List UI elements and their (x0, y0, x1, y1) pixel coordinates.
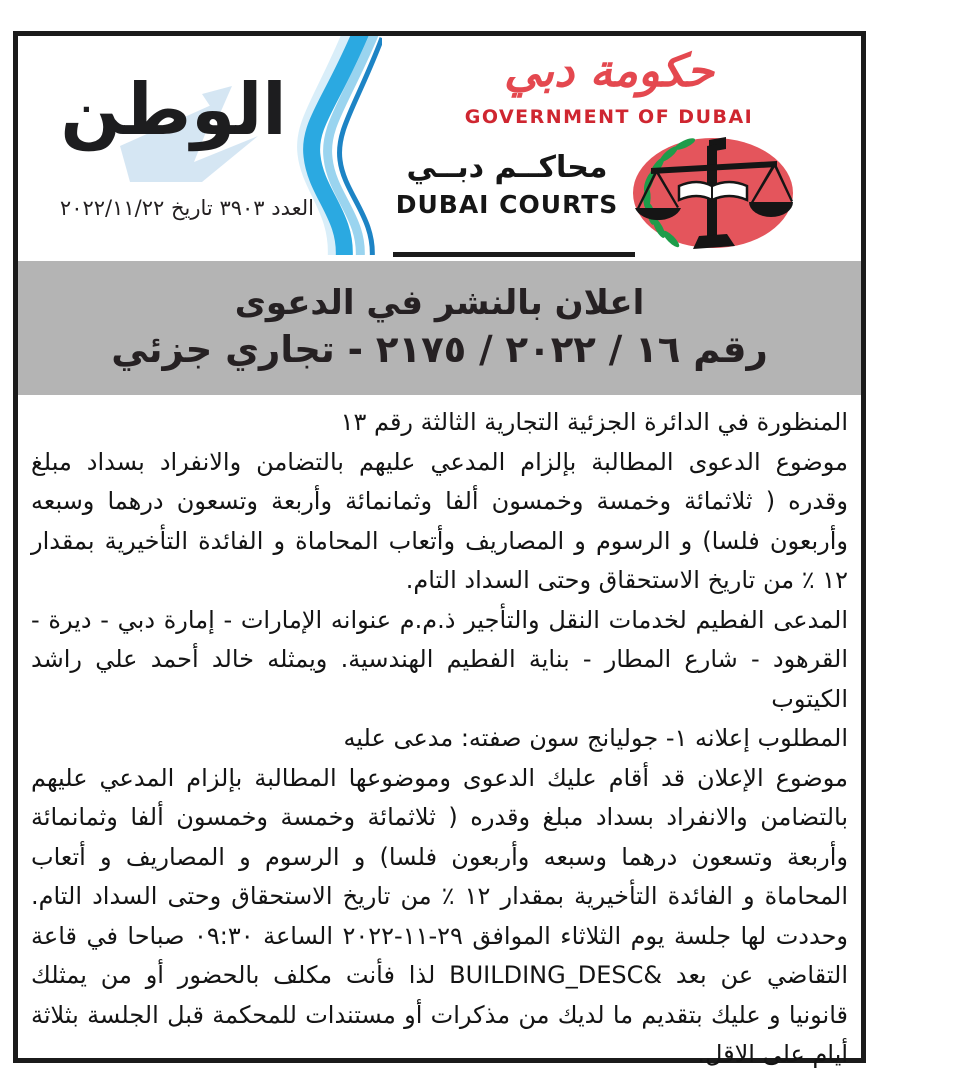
notice-title-band (18, 261, 861, 395)
dubai-courts-emblem-icon (623, 136, 795, 250)
government-of-dubai-arabic: حكومة دبي (504, 44, 714, 97)
alwatan-masthead (18, 36, 383, 258)
government-courts-header (378, 46, 840, 261)
dubai-courts-arabic: محاكــم دبــي (406, 150, 608, 185)
body-paragraph-case-subject: موضوع الدعوى المطالبة بإلزام المدعي عليهم بالتضامن والانفراد بسداد مبلغ وقدره ( ثلاثمائة وخمسة وخمسون ألفا وثمانمائة وأربعة وتسعون درهما وسبعه وأربعون فلسا) و الرسوم و المصاريف وأتعاب المحاماة و الفائدة التأخيرية بمقدار ١٢ ٪ من تاريخ الاستحقاق وحتى السداد التام. (31, 447, 848, 594)
notice-title-line1: اعلان بالنشر في الدعوى (234, 282, 645, 323)
alwatan-swoosh-icon (290, 36, 382, 255)
body-paragraph-defendant: المطلوب إعلانه ١- جوليانج سون صفته: مدعى عليه (343, 724, 848, 752)
body-paragraph-plaintiff: المدعى الفطيم لخدمات النقل والتأجير ذ.م.م عنوانه الإمارات - إمارة دبي - ديرة - القرهود - شارع المطار - بناية الفطيم الهندسية. ويمثله خالد أحمد علي راشد الكيتوب (31, 605, 848, 713)
notice-case-number-line: رقم ١٦ / ٢٠٢٢ / ٢١٧٥ - تجاري جزئي (111, 328, 768, 372)
issue-date-line: العدد ٣٩٠٣ تاريخ ٢٠٢٢/١١/٢٢ (59, 196, 314, 220)
notice-body (18, 403, 861, 1075)
notice-frame (13, 31, 866, 1068)
divider-rule (393, 252, 635, 257)
government-of-dubai-english: GOVERNMENT OF DUBAI (464, 106, 754, 128)
newspaper-name: الوطن (60, 68, 287, 151)
dubai-courts-english: DUBAI COURTS (395, 190, 619, 219)
body-paragraph-court-circuit: المنظورة في الدائرة الجزئية التجارية الثالثة رقم ١٣ (340, 408, 848, 436)
body-paragraph-announcement: موضوع الإعلان قد أقام عليك الدعوى وموضوعها المطالبة بإلزام المدعي عليهم بالتضامن والانفراد بسداد مبلغ وقدره ( ثلاثمائة وخمسة وخمسون ألفا وثمانمائة وأربعة وتسعون درهما وسبعه وأربعون فلسا) و الرسوم و المصاريف و أتعاب المحاماة و الفائدة التأخيرية بمقدار ١٢ ٪ من تاريخ الاستحقاق وحتى السداد التام. وحددت لها جلسة يوم الثلاثاء الموافق ٢٩-١١-٢٠٢٢ الساعة ٠٩:٣٠ صباحا في قاعة التقاضي عن بعد &BUILDING_DESC لذا فأنت مكلف بالحضور أو من يمثلك قانونيا و عليك بتقديم ما لديك من مذكرات أو مستندات للمحكمة قبل الجلسة بثلاثة أيام على الاقل. (31, 763, 849, 1068)
